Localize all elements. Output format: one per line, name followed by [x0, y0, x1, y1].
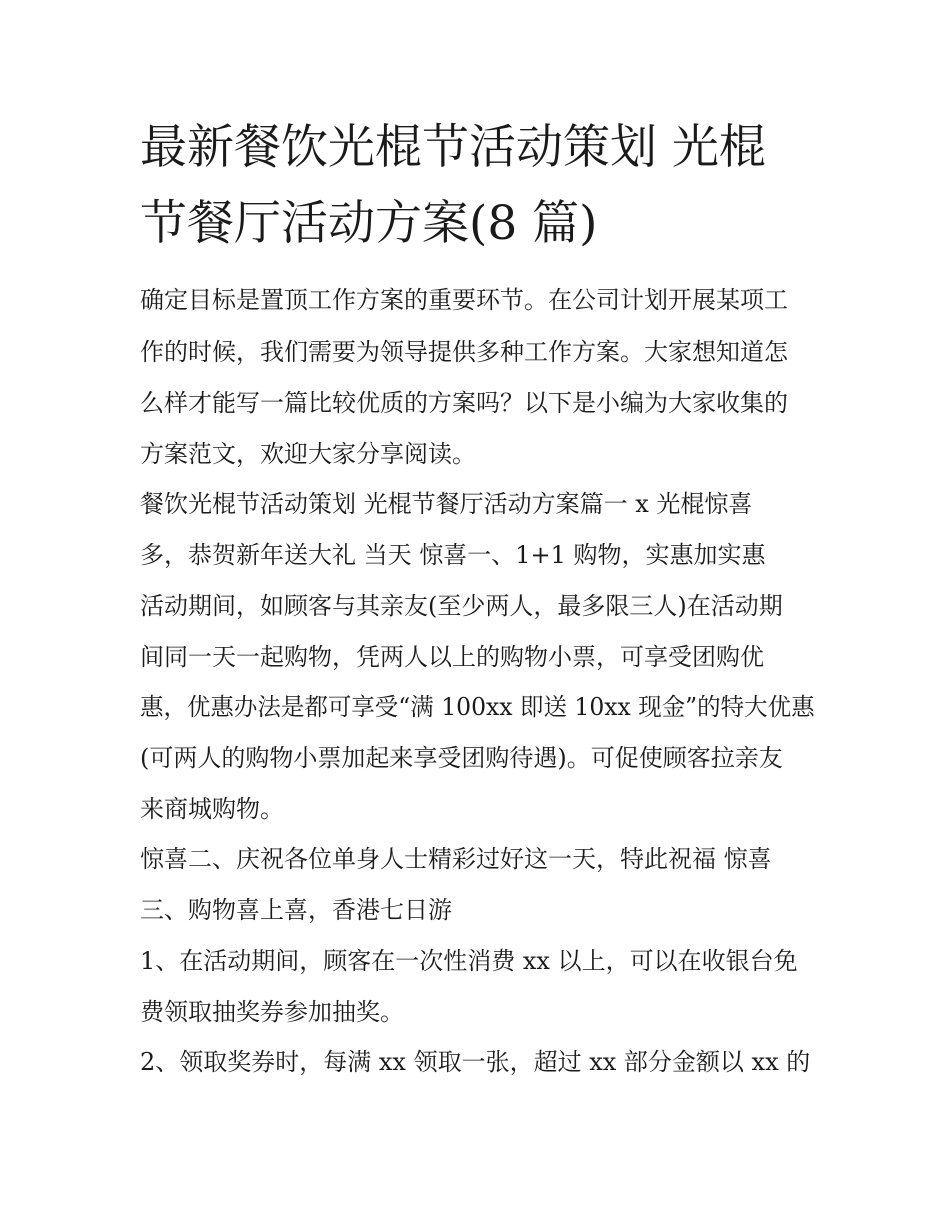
document-title-line-1: 最新餐饮光棍节活动策划 光棍: [140, 120, 766, 175]
body-line: 惠，优惠办法是都可享受“满 100xx 即送 10xx 现金”的特大优惠: [140, 693, 815, 721]
body-line: 费领取抽奖券参加抽奖。: [140, 998, 404, 1026]
body-line: 作的时候，我们需要为领导提供多种工作方案。大家想知道怎: [140, 338, 788, 366]
body-line: 活动期间，如顾客与其亲友(至少两人，最多限三人)在活动期: [140, 592, 783, 620]
body-line: 1、在活动期间，顾客在一次性消费 xx 以上，可以在收银台免: [140, 947, 798, 975]
body-line: 间同一天一起购物，凭两人以上的购物小票，可享受团购优: [140, 643, 764, 671]
body-line: 三、购物喜上喜，香港七日游: [140, 896, 452, 924]
body-line: 确定目标是置顶工作方案的重要环节。在公司计划开展某项工: [140, 286, 788, 314]
body-line: 多，恭贺新年送大礼 当天 惊喜一、1+1 购物，实惠加实惠: [140, 541, 766, 569]
body-line: 惊喜二、庆祝各位单身人士精彩过好这一天，特此祝福 惊喜: [140, 845, 772, 873]
document-title-line-2: 节餐厅活动方案(8 篇): [140, 196, 598, 251]
body-line: 餐饮光棍节活动策划 光棍节餐厅活动方案篇一 x 光棍惊喜: [140, 490, 753, 518]
body-line: 方案范文，欢迎大家分享阅读。: [140, 440, 476, 468]
body-line: 2、领取奖券时，每满 xx 领取一张，超过 xx 部分金额以 xx 的: [140, 1048, 811, 1076]
body-line: (可两人的购物小票加起来享受团购待遇)。可促使顾客拉亲友: [140, 744, 783, 772]
body-line: 么样才能写一篇比较优质的方案吗？以下是小编为大家收集的: [140, 389, 788, 417]
body-line: 来商城购物。: [140, 795, 284, 823]
